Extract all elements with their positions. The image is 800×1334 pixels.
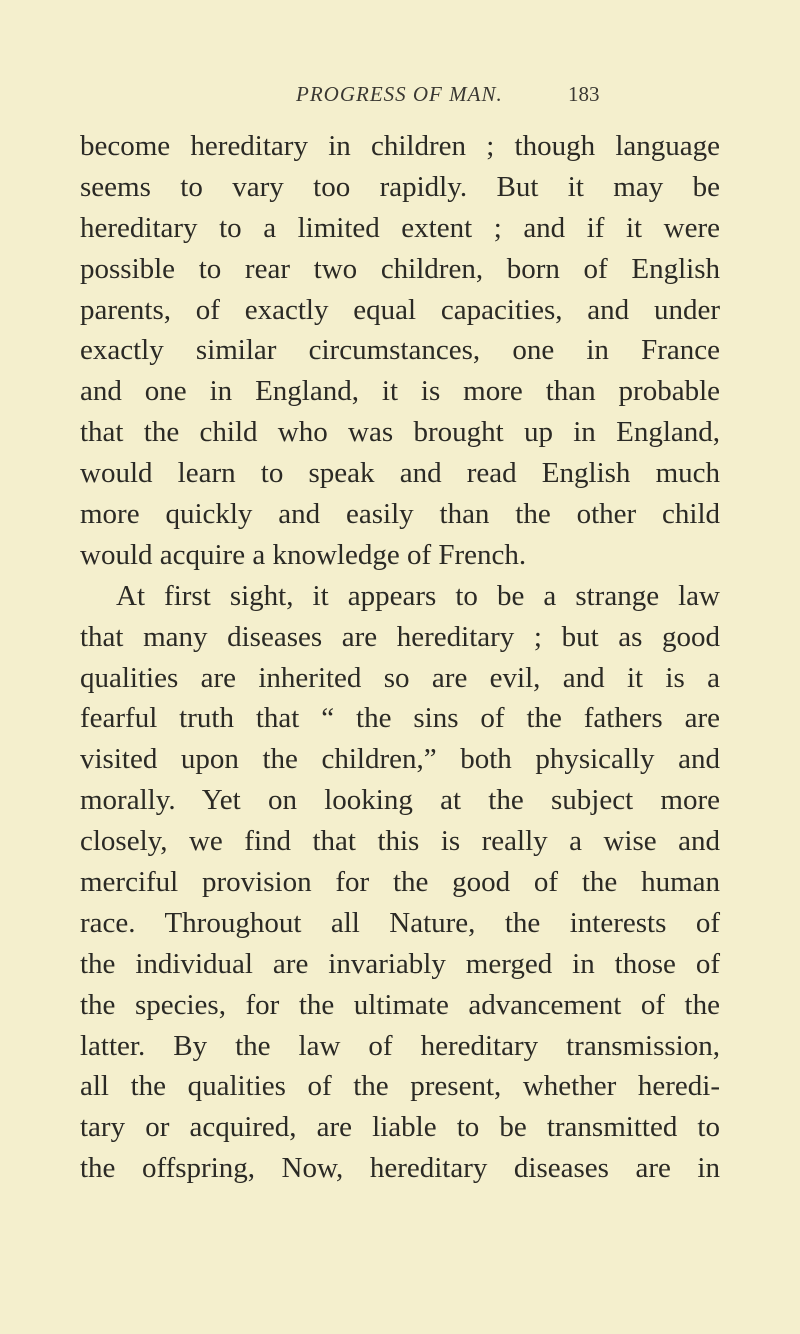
- text-line: possible to rear two children, born of English: [80, 252, 720, 285]
- text-line: the offspring, Now, hereditary diseases are in: [80, 1152, 720, 1185]
- text-line: exactly similar circumstances, one in France: [80, 334, 720, 367]
- running-title: PROGRESS OF MAN.: [296, 82, 503, 106]
- paragraph-first-line: At first sight, it appears to be a strange law: [116, 579, 720, 612]
- text-line: fearful truth that “ the sins of the fathers are: [80, 702, 720, 735]
- text-line: the individual are invariably merged in those of: [80, 947, 720, 980]
- text-line: and one in England, it is more than probable: [80, 375, 720, 408]
- text-line: become hereditary in children ; though language: [80, 130, 720, 162]
- text-line: tary or acquired, are liable to be transmitted to: [80, 1111, 720, 1144]
- text-line: qualities are inherited so are evil, and it is a: [80, 661, 720, 694]
- text-line: more quickly and easily than the other child: [80, 498, 720, 531]
- running-head: [0, 82, 800, 116]
- text-line: merciful provision for the good of the human: [80, 866, 720, 899]
- text-line: seems to vary too rapidly. But it may be: [80, 170, 720, 203]
- text-line: race. Throughout all Nature, the interests of: [80, 906, 720, 939]
- text-line: would acquire a knowledge of French.: [80, 538, 527, 571]
- body-text: [80, 126, 720, 1189]
- text-line: hereditary to a limited extent ; and if it were: [80, 211, 720, 244]
- text-line: would learn to speak and read English much: [80, 457, 720, 490]
- text-line: latter. By the law of hereditary transmission,: [80, 1029, 720, 1062]
- text-line: that many diseases are hereditary ; but as good: [80, 620, 720, 653]
- text-line: morally. Yet on looking at the subject more: [80, 784, 720, 817]
- text-line: closely, we find that this is really a wise and: [80, 825, 720, 858]
- text-line: the species, for the ultimate advancement of the: [80, 988, 720, 1021]
- text-line: parents, of exactly equal capacities, and under: [80, 293, 720, 326]
- page-number: 183: [568, 82, 600, 106]
- text-line: visited upon the children,” both physically and: [80, 743, 720, 776]
- text-line: that the child who was brought up in England,: [80, 416, 720, 449]
- text-line: all the qualities of the present, whether heredi-: [80, 1070, 720, 1103]
